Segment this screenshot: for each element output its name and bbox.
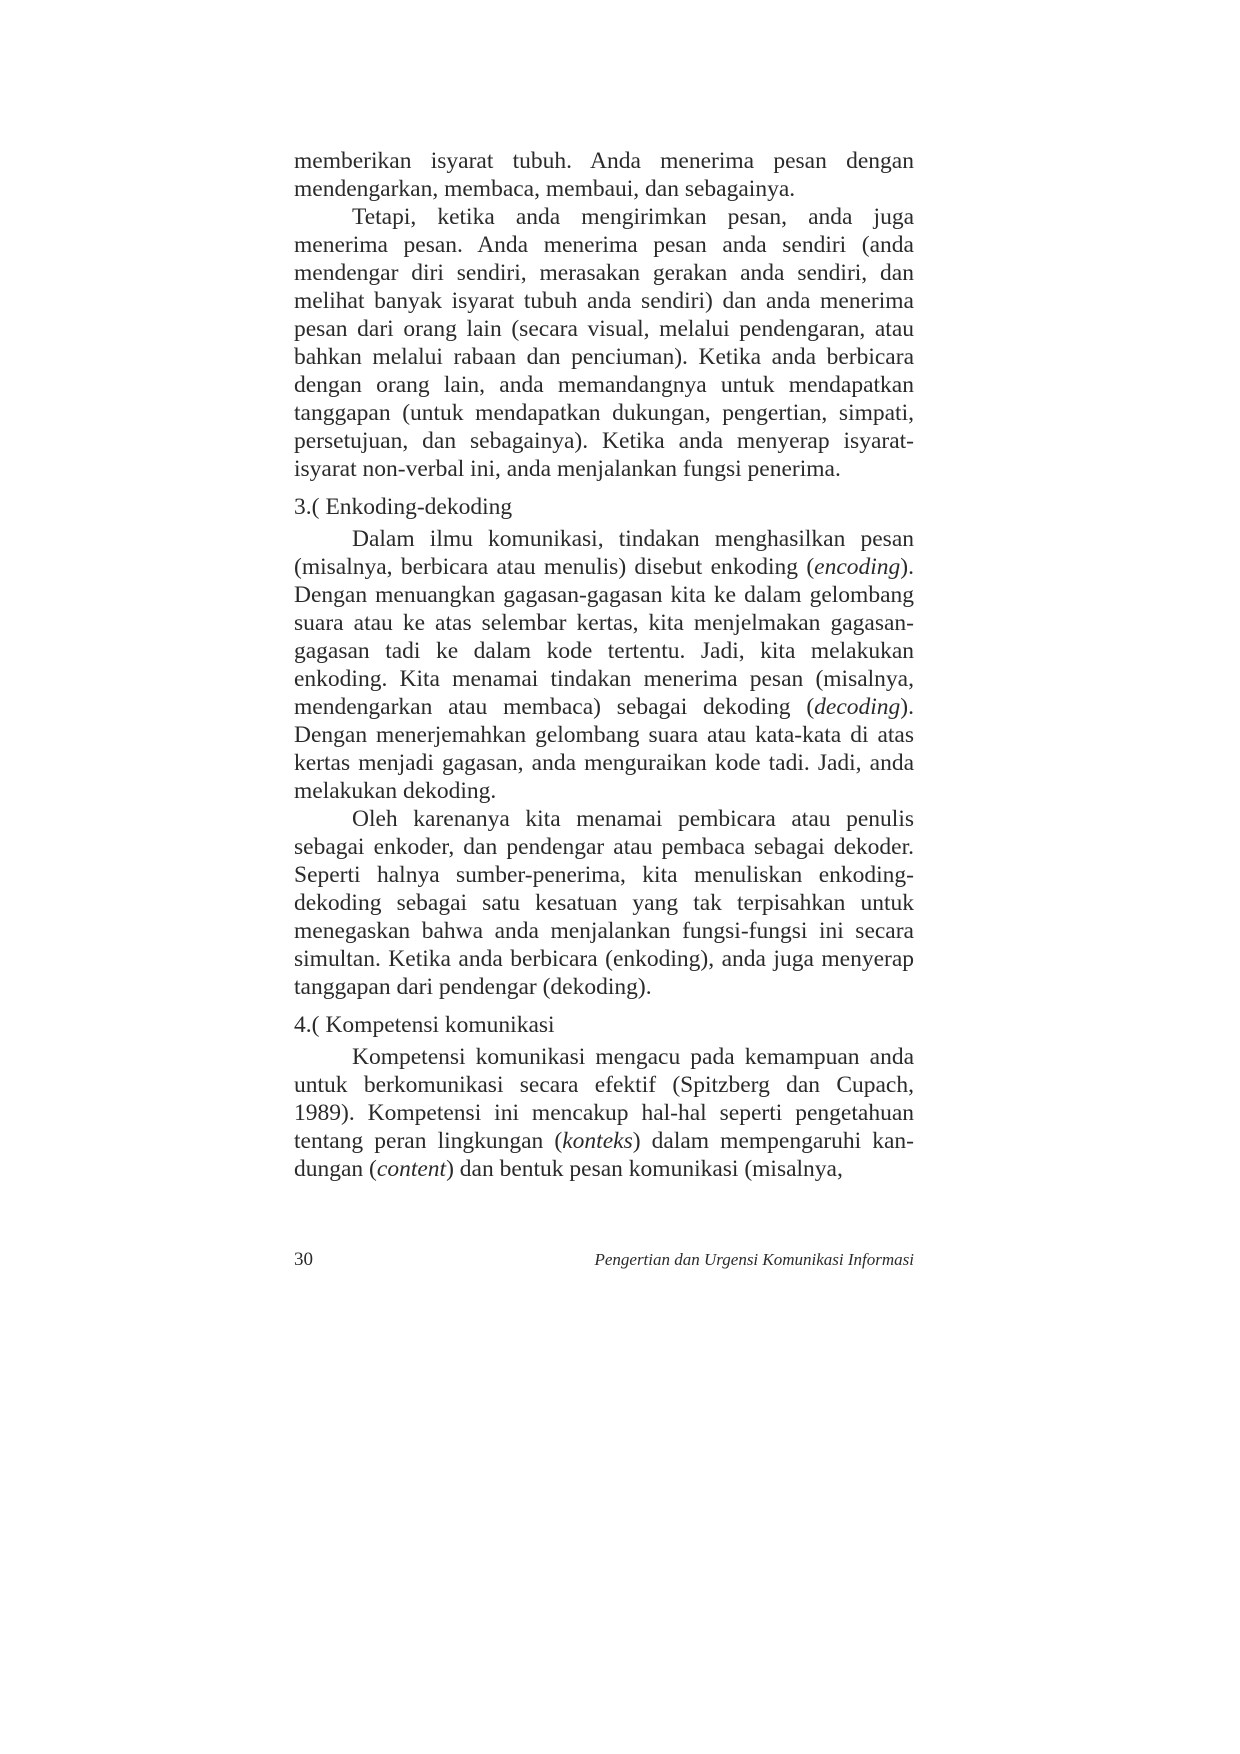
italic-term: konteks (562, 1128, 633, 1154)
italic-term: encoding (814, 554, 901, 580)
paragraph-encoder-decoder (294, 805, 914, 1001)
paragraph-text: Oleh karenanya kita menamai pembicara atau penulis sebagai enkoder, dan pendengar atau pembaca sebagai dekoder. Seperti halnya sumber-penerima, kita menuliskan enkoding-dekoding sebagai satu kesatuan yang tak terpisahkan untuk menegaskan bahwa anda menjalankan fungsi-fungsi ini secara simultan. Ketika anda berbicara (enkoding), anda juga menyerap tanggapan dari pendengar (dekoding). (294, 806, 914, 1000)
paragraph-text: memberikan isyarat tubuh. Anda menerima pesan dengan mendengarkan, membaca, membaui, dan sebagainya. (294, 148, 914, 202)
paragraph-text: Kompetensi komunikasi mengacu pada kemampuan anda untuk berkomunikasi secara efektif (Spitzberg dan Cupach, 1989). Kompetensi ini mencakup hal-hal seperti pengetahuan tentang peran lingkungan ( (294, 1044, 914, 1154)
paragraph-text: Dalam ilmu komunikasi, tindakan menghasilkan pesan (misalnya, berbicara atau menulis) disebut enkoding ( (294, 526, 914, 580)
paragraph-text: ) dalam mempengaruhi kandungan ( (294, 1128, 914, 1182)
paragraph-text: Tetapi, ketika anda mengirimkan pesan, anda juga menerima pesan. Anda menerima pesan anda sendiri (anda mendengar diri sendiri, merasakan gerakan anda sendiri, dan melihat banyak isyarat tubuh anda sendiri) dan anda menerima pesan dari orang lain (secara visual, melalui pendengaran, atau bahkan melalui rabaan dan penciuman). Ketika anda berbicara dengan orang lain, anda memandangnya untuk mendapatkan tanggapan (untuk mendapatkan dukungan, pengertian, simpati, persetujuan, dan sebagainya). Ketika anda menyerap isyarat-isyarat non-verbal ini, anda menjalankan fungsi penerima. (294, 204, 914, 482)
italic-term: decoding (814, 694, 901, 720)
italic-term: content (376, 1156, 447, 1182)
section-number: 3.( (294, 494, 320, 520)
paragraph-receiver (294, 203, 914, 483)
section-title: Enkoding-dekoding (325, 494, 513, 520)
running-title: Pengertian dan Urgensi Komunikasi Informasi (594, 1250, 914, 1269)
paragraph-text: ). Dengan menerjemahkan gelombang suara atau kata-kata di atas kertas menjadi gagasan, anda menguraikan kode tadi. Jadi, anda melakukan dekoding. (294, 694, 914, 804)
paragraph-text: ) dan bentuk pesan komunikasi (misalnya, (446, 1156, 843, 1182)
paragraph-text: ). Dengan menuangkan gagasan-gagasan kita ke dalam gelombang suara atau ke atas selembar kertas, kita menjelmakan gagasan-gagasan tadi ke dalam kode tertentu. Jadi, kita melakukan enkoding. Kita menamai tindakan menerima pesan (misalnya, mendengarkan atau membaca) sebagai dekoding ( (294, 554, 914, 720)
page-number: 30 (294, 1249, 313, 1270)
paragraph-competence (294, 1043, 914, 1183)
section-heading-3 (294, 493, 914, 521)
section-number: 4.( (294, 1012, 320, 1038)
section-title: Kompetensi komunikasi (325, 1012, 555, 1038)
paragraph-encoding (294, 525, 914, 805)
section-heading-4 (294, 1011, 914, 1039)
paragraph-continuation (294, 147, 914, 203)
body-text (294, 147, 914, 1183)
